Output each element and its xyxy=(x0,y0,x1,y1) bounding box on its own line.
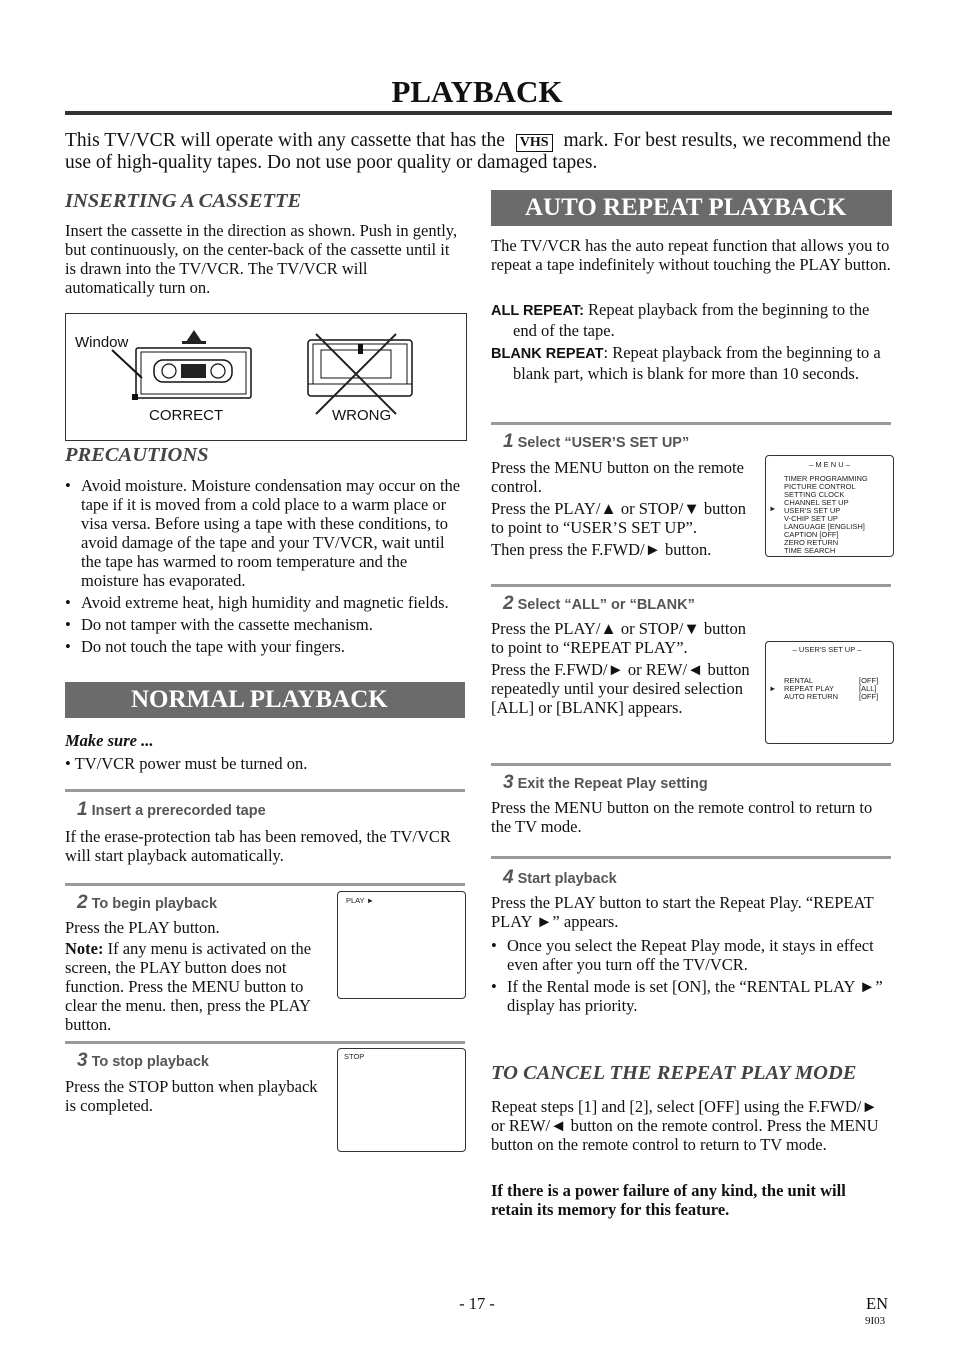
list-item: • Avoid moisture. Moisture condensation may occur on the tape if it is moved from a cold place to a warm place or visa versa. Before using a tape with these conditions, to avoid damage of the tape and your TV/VCR, wait until the tape has warmed to room temperature and the moisture has evaporated. xyxy=(65,476,463,590)
language-code: EN xyxy=(866,1294,888,1313)
normal-step-3-text: Press the STOP button when playback is completed. xyxy=(65,1077,318,1115)
menu-item-list xyxy=(784,475,868,555)
normal-playback-heading: NORMAL PLAYBACK xyxy=(65,682,465,718)
menu-item: PICTURE CONTROL xyxy=(784,482,856,491)
auto-step-1-text xyxy=(491,458,757,559)
divider xyxy=(65,789,465,792)
step-number: 3 xyxy=(77,1050,88,1071)
auto-intro: The TV/VCR has the auto repeat function that allows you to repeat a tape indefinitely without touching the PLAY button. xyxy=(491,236,891,274)
menu-item: CAPTION [OFF] xyxy=(784,530,839,539)
divider xyxy=(491,763,891,766)
auto-step-2-text xyxy=(491,619,761,717)
users-setup-values xyxy=(859,677,878,701)
cassette-figure xyxy=(65,313,467,441)
menu-item: USER'S SET UP xyxy=(784,506,841,515)
divider xyxy=(65,1041,465,1044)
step-label: Start playback xyxy=(517,871,617,887)
vhs-logo: VHS xyxy=(516,134,553,152)
divider xyxy=(491,422,891,425)
auto-step-2-p2: Press the F.FWD/► or REW/◄ button repeatedly until your desired selection [ALL] or [BLANK] appears. xyxy=(491,660,750,717)
menu-item: CHANNEL SET UP xyxy=(784,498,849,507)
menu-item: V-CHIP SET UP xyxy=(784,514,838,523)
step-2-instruction: Press the PLAY button. xyxy=(65,918,220,937)
cassette-illustration xyxy=(66,314,466,440)
note-text: If any menu is activated on the screen, the PLAY button does not function. Press the MENU button to clear the menu. then, press the PLAY button. xyxy=(65,939,312,1034)
title-rule xyxy=(65,111,892,115)
users-setup-items xyxy=(784,677,838,701)
divider xyxy=(491,856,891,859)
intro-after: mark. For best results, we recommend the use of high-quality tapes. Do not use poor quality or damaged tapes. xyxy=(65,130,891,173)
step-number: 1 xyxy=(503,431,514,452)
auto-step-1-p3: Then press the F.FWD/► button. xyxy=(491,540,712,559)
play-screen xyxy=(337,891,466,999)
wrong-cassette-icon xyxy=(308,334,412,414)
cancel-heading: TO CANCEL THE REPEAT PLAY MODE xyxy=(491,1062,857,1084)
step-number: 2 xyxy=(503,593,514,614)
step-number: 4 xyxy=(503,867,514,888)
all-repeat-def xyxy=(491,300,891,340)
cancel-text: Repeat steps [1] and [2], select [OFF] using the F.FWD/► or REW/◄ button on the remote control. Press the MENU button on the remote control to return to TV mode. xyxy=(491,1097,879,1154)
wrong-label: WRONG xyxy=(332,407,392,424)
normal-step-2-text xyxy=(65,918,331,1034)
step-label: To begin playback xyxy=(91,896,218,912)
correct-label: CORRECT xyxy=(149,407,224,424)
menu-item: ZERO RETURN xyxy=(784,538,839,547)
menu-screen-title: – M E N U – xyxy=(809,460,850,469)
precautions-heading: PRECAUTIONS xyxy=(65,444,209,466)
auto-step-3-text: Press the MENU button on the remote control to return to the TV mode. xyxy=(491,798,873,836)
menu-item: SETTING CLOCK xyxy=(784,490,845,499)
window-label: Window xyxy=(75,334,129,351)
auto-step-3-header xyxy=(503,772,708,794)
users-setup-item: REPEAT PLAY xyxy=(784,684,835,693)
normal-step-3-header xyxy=(77,1050,209,1072)
auto-step-2-p1: Press the PLAY/▲ or STOP/▼ button to point to “REPEAT PLAY”. xyxy=(491,619,746,657)
auto-step-1-p2: Press the PLAY/▲ or STOP/▼ button to point to “USER’S SET UP”. xyxy=(491,499,746,537)
inserting-text: Insert the cassette in the direction as shown. Push in gently, but continuously, on the center-back of the cassette until it is drawn into the TV/VCR. The TV/VCR will automatically turn on. xyxy=(65,221,458,297)
step-number: 3 xyxy=(503,772,514,793)
divider xyxy=(491,584,891,587)
auto-step-4-bullets xyxy=(491,936,891,1018)
step-number: 2 xyxy=(77,892,88,913)
users-setup-title: – USER'S SET UP – xyxy=(792,645,862,654)
step-number: 1 xyxy=(77,799,88,820)
divider xyxy=(65,883,465,886)
blank-repeat-label: BLANK REPEAT xyxy=(491,346,604,362)
users-setup-value: [ALL] xyxy=(859,684,877,693)
auto-step-1-p1: Press the MENU button on the remote control. xyxy=(491,458,744,496)
list-item: • Do not touch the tape with your fingers. xyxy=(65,637,463,656)
document-code: 9I03 xyxy=(865,1315,886,1327)
normal-step-1-header xyxy=(77,799,266,821)
auto-repeat-heading: AUTO REPEAT PLAYBACK xyxy=(491,190,892,226)
auto-step-4-header xyxy=(503,867,617,889)
step-2-note xyxy=(65,939,331,1034)
play-screen-text: PLAY ► xyxy=(346,896,374,905)
menu-cursor-icon: ► xyxy=(769,504,777,513)
inserting-heading: INSERTING A CASSETTE xyxy=(65,190,302,212)
users-setup-screen xyxy=(765,641,894,744)
users-setup-item: AUTO RETURN xyxy=(784,692,839,701)
list-item: • Do not tamper with the cassette mechanism. xyxy=(65,615,463,634)
menu-screen xyxy=(765,455,894,557)
step-label: To stop playback xyxy=(91,1054,209,1070)
all-repeat-text: Repeat playback from the beginning to the end of the tape. xyxy=(513,300,870,340)
menu-item: LANGUAGE [ENGLISH] xyxy=(784,522,865,531)
users-setup-cursor-icon: ► xyxy=(769,684,777,693)
step-label: Exit the Repeat Play setting xyxy=(517,776,708,792)
list-item: • Avoid extreme heat, high humidity and magnetic fields. xyxy=(65,593,463,612)
blank-repeat-text: : Repeat playback from the beginning to a blank part, which is blank for more than 10 seconds. xyxy=(513,343,881,383)
step-label: Select “USER’S SET UP” xyxy=(517,435,690,451)
users-setup-item: RENTAL xyxy=(784,676,814,685)
intro-paragraph xyxy=(65,130,895,174)
precautions-list xyxy=(65,476,463,659)
cancel-bold-text: If there is a power failure of any kind, the unit will retain its memory for this feature. xyxy=(491,1181,846,1219)
normal-step-1-text: If the erase-protection tab has been removed, the TV/VCR will start playback automatically. xyxy=(65,827,451,865)
stop-screen-text: STOP xyxy=(344,1052,365,1061)
list-item: • Once you select the Repeat Play mode, it stays in effect even after you turn off the TV/VCR. xyxy=(491,936,891,974)
make-sure-text: TV/VCR power must be turned on. xyxy=(74,754,308,773)
step-label: Insert a prerecorded tape xyxy=(91,803,266,819)
all-repeat-label: ALL REPEAT: xyxy=(491,303,584,319)
auto-step-4-text: Press the PLAY button to start the Repeat Play. “REPEAT PLAY ►” appears. xyxy=(491,893,874,931)
auto-step-2-header xyxy=(503,593,695,615)
page-title: PLAYBACK xyxy=(391,74,563,109)
users-setup-value: [OFF] xyxy=(859,676,879,685)
page-number: - 17 - xyxy=(459,1294,495,1313)
normal-step-2-header xyxy=(77,892,217,914)
list-item: • If the Rental mode is set [ON], the “RENTAL PLAY ►” display has priority. xyxy=(491,977,891,1015)
make-sure-item: • TV/VCR power must be turned on. xyxy=(65,754,308,773)
blank-repeat-def xyxy=(491,343,891,383)
auto-step-1-header xyxy=(503,431,689,453)
menu-item: TIME SEARCH xyxy=(784,546,836,555)
menu-item: TIMER PROGRAMMING xyxy=(784,474,868,483)
step-label: Select “ALL” or “BLANK” xyxy=(517,597,695,613)
intro-before: This TV/VCR will operate with any cassette that has the xyxy=(65,130,505,151)
note-label: Note: xyxy=(65,939,104,958)
stop-screen xyxy=(337,1048,466,1152)
users-setup-value: [OFF] xyxy=(859,692,879,701)
make-sure-label: Make sure ... xyxy=(65,731,154,750)
correct-cassette-icon xyxy=(112,330,251,400)
